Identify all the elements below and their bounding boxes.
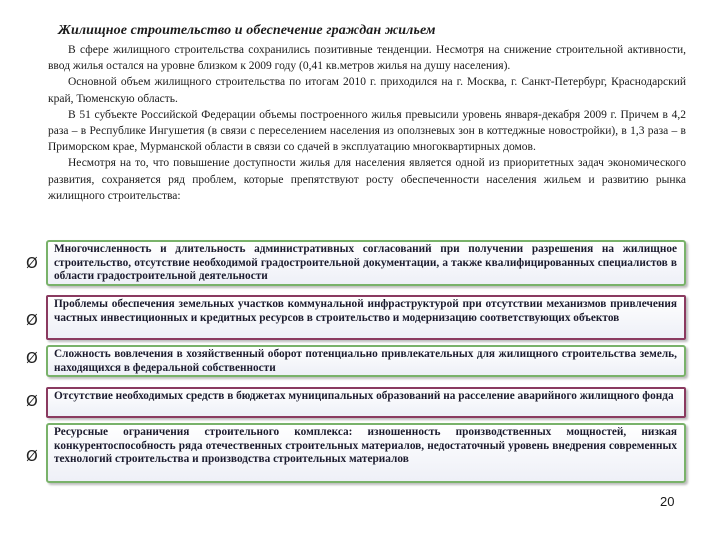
- intro-paragraph: Основной объем жилищного строительства по итогам 2010 г. приходился на г. Москва, г. Санкт-Петербург, Краснодарский край, Тюменскую область.: [48, 76, 686, 105]
- arrow-bullet-icon: Ø: [26, 349, 38, 367]
- intro-paragraph: В 51 субъекте Российской Федерации объемы построенного жилья превысили уровень января-декабря 2009 г. Причем в 4,2 раза – в Республике Ингушетия (в связи с переселением населения из оползневых зон в коттеджные новостройки), в 1,3 раза – в Приморском крае, Мурманской области в связи со сдачей в эксплуатацию многоквартирных домов.: [48, 108, 686, 154]
- problem-box-2: Проблемы обеспечения земельных участков коммунальной инфраструктурой при отсутствии механизмов привлечения частных инвестиционных и кредитных ресурсов в строительство и модернизацию соответствующих объектов: [46, 295, 686, 340]
- arrow-bullet-icon: Ø: [26, 447, 38, 465]
- problem-box-5: Ресурсные ограничения строительного комплекса: изношенность производственных мощностей, низкая конкурентоспособность ряда отечественных строительных материалов, недостаточный уровень внедрения современных технологий строительства и производства строительных материалов: [46, 423, 686, 483]
- intro-text: [48, 42, 686, 204]
- problem-box-3: Сложность вовлечения в хозяйственный оборот потенциально привлекательных для жилищного строительства земель, находящихся в федеральной собственности: [46, 345, 686, 377]
- intro-paragraph: Несмотря на то, что повышение доступности жилья для населения является одной из приоритетных задач экономического развития, сохраняется ряд проблем, которые препятствуют росту обеспеченности населения жильем и развитию рынка жилищного строительства:: [48, 157, 686, 202]
- intro-paragraph: В сфере жилищного строительства сохранились позитивные тенденции. Несмотря на снижение строительной активности, ввод жилья остался на уровне близком к 2009 году (0,41 кв.метров жилья на душу населения).: [48, 44, 686, 73]
- slide-title: Жилищное строительство и обеспечение граждан жильем: [58, 23, 436, 38]
- problem-box-1: Многочисленность и длительность административных согласований при получении разрешения на жилищное строительство, отсутствие необходимой градостроительной документации, а также квалифицированных специалистов в области градостроительной деятельности: [46, 240, 686, 286]
- arrow-bullet-icon: Ø: [26, 392, 38, 410]
- problem-box-4: Отсутствие необходимых средств в бюджетах муниципальных образований на расселение аварийного жилищного фонда: [46, 387, 686, 418]
- page-number: 20: [660, 494, 675, 509]
- arrow-bullet-icon: Ø: [26, 254, 38, 272]
- arrow-bullet-icon: Ø: [26, 311, 38, 329]
